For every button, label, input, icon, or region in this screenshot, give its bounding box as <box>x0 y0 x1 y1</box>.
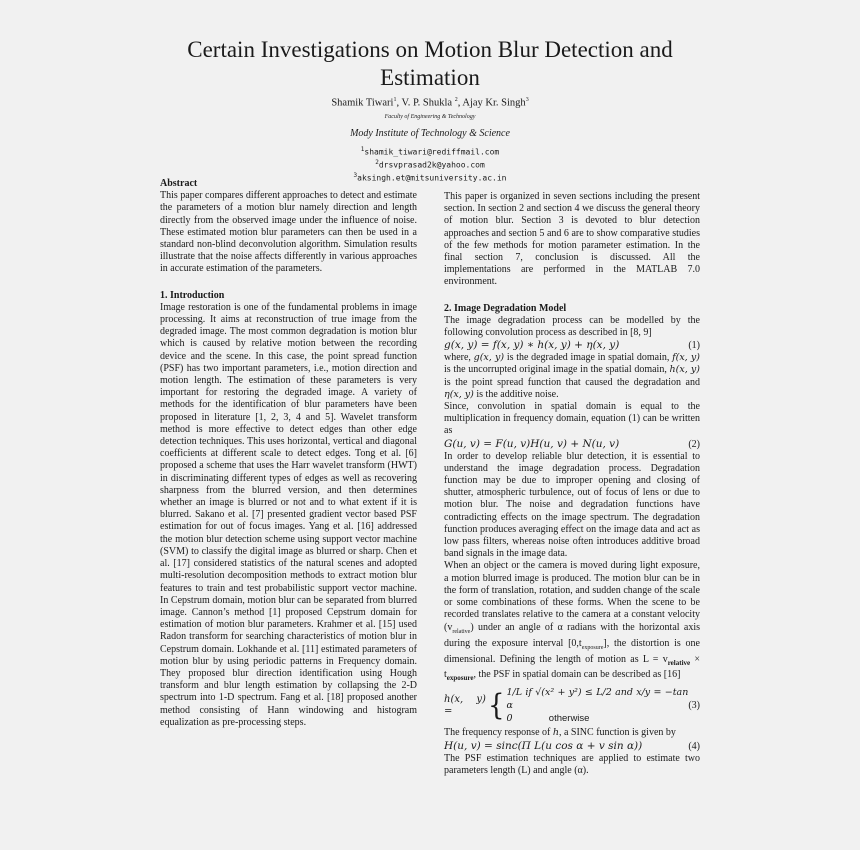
abstract-heading: Abstract <box>160 178 198 189</box>
sec2-heading: 2. Image Degradation Model <box>444 302 567 314</box>
sec2-para-6: The PSF estimation techniques are applied to estimate two parameters length (L) and angle (α). <box>444 752 700 776</box>
where-text-1: where, <box>444 352 474 364</box>
institute-line: Mody Institute of Technology & Science <box>350 128 510 139</box>
p4-text-d: × t <box>444 653 701 681</box>
equation-3-body <box>444 686 688 725</box>
abstract-text: This paper compares different approaches to detect and estimate the parameters of a motion blur namely direction and length directly from the observed image under the influence of noise. These estimated motion blur parameters can then be used in a standard non-blind deconvolution algorithm. Simulation results illustrate that the noise affects differently in various approaches in accurate estimation of the parameters. <box>160 190 417 275</box>
equation-1-body: g(x, y) = f(x, y) ∗ h(x, y) + η(x, y) <box>444 339 620 352</box>
equation-3-lhs: h(x, y) = <box>444 693 486 717</box>
organization-text: This paper is organized in seven sections including the present section. In section 2 and section 4 we discuss the general theory of motion blur. Section 3 is devoted to blur detection approaches and section 5 and 6 are to show comparative studies of the few methods for motion parameter estimation. In the final section 7, conclusion is discussed. All the implementations are performed in the MATLAB 7.0 environment. <box>444 191 700 288</box>
title-line-1: Certain Investigations on Motion Blur Detection and <box>187 37 673 62</box>
equation-3-cases <box>507 686 689 725</box>
where-math-eta: η(x, y) <box>444 388 474 400</box>
faculty-line: Faculty of Engineering & Technology <box>384 114 476 120</box>
p4-sub-1: relative <box>452 628 471 635</box>
author-3-sup: 3 <box>525 97 529 103</box>
p4-text-c: ], the distortion is one dimensional. Defining the length of motion as L = v <box>444 637 700 665</box>
equation-1-number: (1) <box>688 340 700 352</box>
p5-text-b: , a SINC function is given by <box>558 727 676 739</box>
email-3-text: aksingh.et@mitsuniversity.ac.in <box>357 173 507 183</box>
author-2-sup: 2 <box>454 97 458 103</box>
author-1-sup: 1 <box>393 97 397 103</box>
p4-text-a: When an object or the camera is moved during light exposure, a motion blurred image is produced. The motion blur can be in the form of translation, rotation, and sudden change of the scale or some combinations of these forms. When the scene to be recorded translates relative to the camera at a constant velocity (v <box>444 560 700 633</box>
email-2 <box>150 158 710 171</box>
p5-text-a: The frequency response of <box>444 727 553 739</box>
where-math-g: g(x, y) <box>473 352 505 364</box>
where-para <box>444 352 700 401</box>
where-math-h: h(x, y) <box>669 364 700 376</box>
paper-title <box>150 36 710 92</box>
email-3-sup: 3 <box>353 172 358 180</box>
equation-2-number: (2) <box>688 438 700 450</box>
intro-text: Image restoration is one of the fundamental problems in image processing. It aims at reconstruction of true image from the degraded image. The most common degradation is motion blur which is caused by relative motion between the recording device and the scene. In this case, the point spread function (PSF) has two important parameters, i.e., motion direction and motion length. The estimation of these parameters is very important for restoring the degraded image. A variety of methods for the identification of blur parameters have been proposed in literature [1, 2, 3, 4 and 5]. Wavelet transform method is more effective to detect edges than other edge detection techniques. This uses horizontal, vertical and diagonal coefficients at different scale to detect edges. Tong et al. [6] proposed a scheme that uses the Harr wavelet transform (HWT) in discriminating different types of edges as well as recovering sharpness from the blurred version, and then determines whether an image is blurred or not and to what extent if it is blurred. Sakano et al. [7] presented gradient vector based PSF estimation for out of focus images. Yang et al. [16] addressed the motion blur detection scheme using support vector machine (SVM) to classify the digital image as blurred or sharp. Chen et al. [17] considered statistics of the natural scenes and adopted multi-resolution decomposition methods to extract motion blur features to train and test probabilistic support vector machine. In Cepstrum domain, motion blur can be separated from blurred image. Cannon’s method [1] proposed Cepstrum domain for estimation of motion blur parameters. Krahmer et al. [15] used Radon transform for searching characteristics of motion blur in Cepstrum domain. Lokhande et al. [11] estimated parameters of motion blur by using periodic patterns in Frequency domain. They proposed blur direction identification using Hough transform and blur length estimation by collapsing the 2-D spectrum into 1-D spectrum. Fang et al. [18] proposed another method consisting of Hann windowing and histogram equalization as pre-processing steps. <box>160 301 417 728</box>
section-gap <box>444 289 700 303</box>
where-text-2: is the degraded image in spatial domain, <box>504 352 673 364</box>
right-column <box>444 191 700 777</box>
equation-4-body: H(u, v) = sinc(Π L(u cos α + v sin α)) <box>444 739 643 752</box>
equation-2-body: G(u, v) = F(u, v)H(u, v) + N(u, v) <box>444 437 620 450</box>
sec2-para-1: The image degradation process can be modelled by the following convolution process as described in [8, 9] <box>444 314 700 339</box>
where-text-3: is the uncorrupted original image in the spatial domain, <box>444 364 670 376</box>
author-1: Shamik Tiwari <box>331 97 394 109</box>
sec2-para-3: In order to develop reliable blur detection, it is essential to understand the image degradation process. Degradation function may be due to improper opening and closing of shutter, atmospheric turbulence, out of focus of lens or due to motion blur. The noise and degradation functions have contradicting effects on the image spectrum. The degradation function produces averaging effect on the image data and act as low pass filters, whereas noise often introduces additive broad band signals in the image data. <box>444 450 700 560</box>
left-brace-symbol: { <box>487 689 505 723</box>
left-column <box>160 178 417 729</box>
email-1-text: shamik_tiwari@rediffmail.com <box>364 147 500 157</box>
section-gap <box>160 276 417 290</box>
p4-text-b: ) under an angle of α radians with the horizontal axis during the exposure interval [0,t <box>444 621 700 649</box>
equation-4-number: (4) <box>688 740 700 752</box>
author-3: , Ajay Kr. Singh <box>457 97 526 109</box>
equation-4 <box>444 740 700 753</box>
email-1-sup: 1 <box>360 146 365 153</box>
equation-3-case-2-value: 0 <box>506 713 513 725</box>
equation-1 <box>444 339 700 352</box>
email-1 <box>150 145 710 158</box>
equation-2 <box>444 438 700 451</box>
equation-3-number: (3) <box>688 699 700 711</box>
p4-sub-3: relative <box>667 658 691 667</box>
email-2-text: drsvprasad2k@yahoo.com <box>378 160 485 170</box>
equation-3-case-2-condition: otherwise <box>548 713 590 725</box>
intro-heading: 1. Introduction <box>160 289 225 301</box>
p4-sub-2: exposure <box>581 644 604 651</box>
author-list <box>150 97 710 109</box>
equation-3-case-2 <box>507 712 689 725</box>
where-text-4: is the point spread function that caused the degradation and <box>444 376 700 388</box>
author-2: , V. P. Shukla <box>396 97 455 109</box>
email-2-sup: 2 <box>375 159 379 167</box>
p5-math-h: h <box>552 727 559 739</box>
where-text-5: is the additive noise. <box>473 388 559 400</box>
sec2-para-4 <box>444 560 700 684</box>
p4-text-e: , the PSF in spatial domain can be described as [16] <box>473 669 681 681</box>
equation-3-case-1: 1/L if √(x² + y²) ≤ L/2 and x/y = −tan α <box>506 687 689 712</box>
where-math-f: f(x, y) <box>672 352 700 364</box>
sec2-para-2: Since, convolution in spatial domain is equal to the multiplication in frequency domain, equation (1) can be written as <box>444 401 700 437</box>
sec2-para-5 <box>444 727 700 739</box>
title-line-2: Estimation <box>380 65 480 90</box>
equation-3 <box>444 686 700 725</box>
p4-sub-4: exposure <box>446 674 474 683</box>
